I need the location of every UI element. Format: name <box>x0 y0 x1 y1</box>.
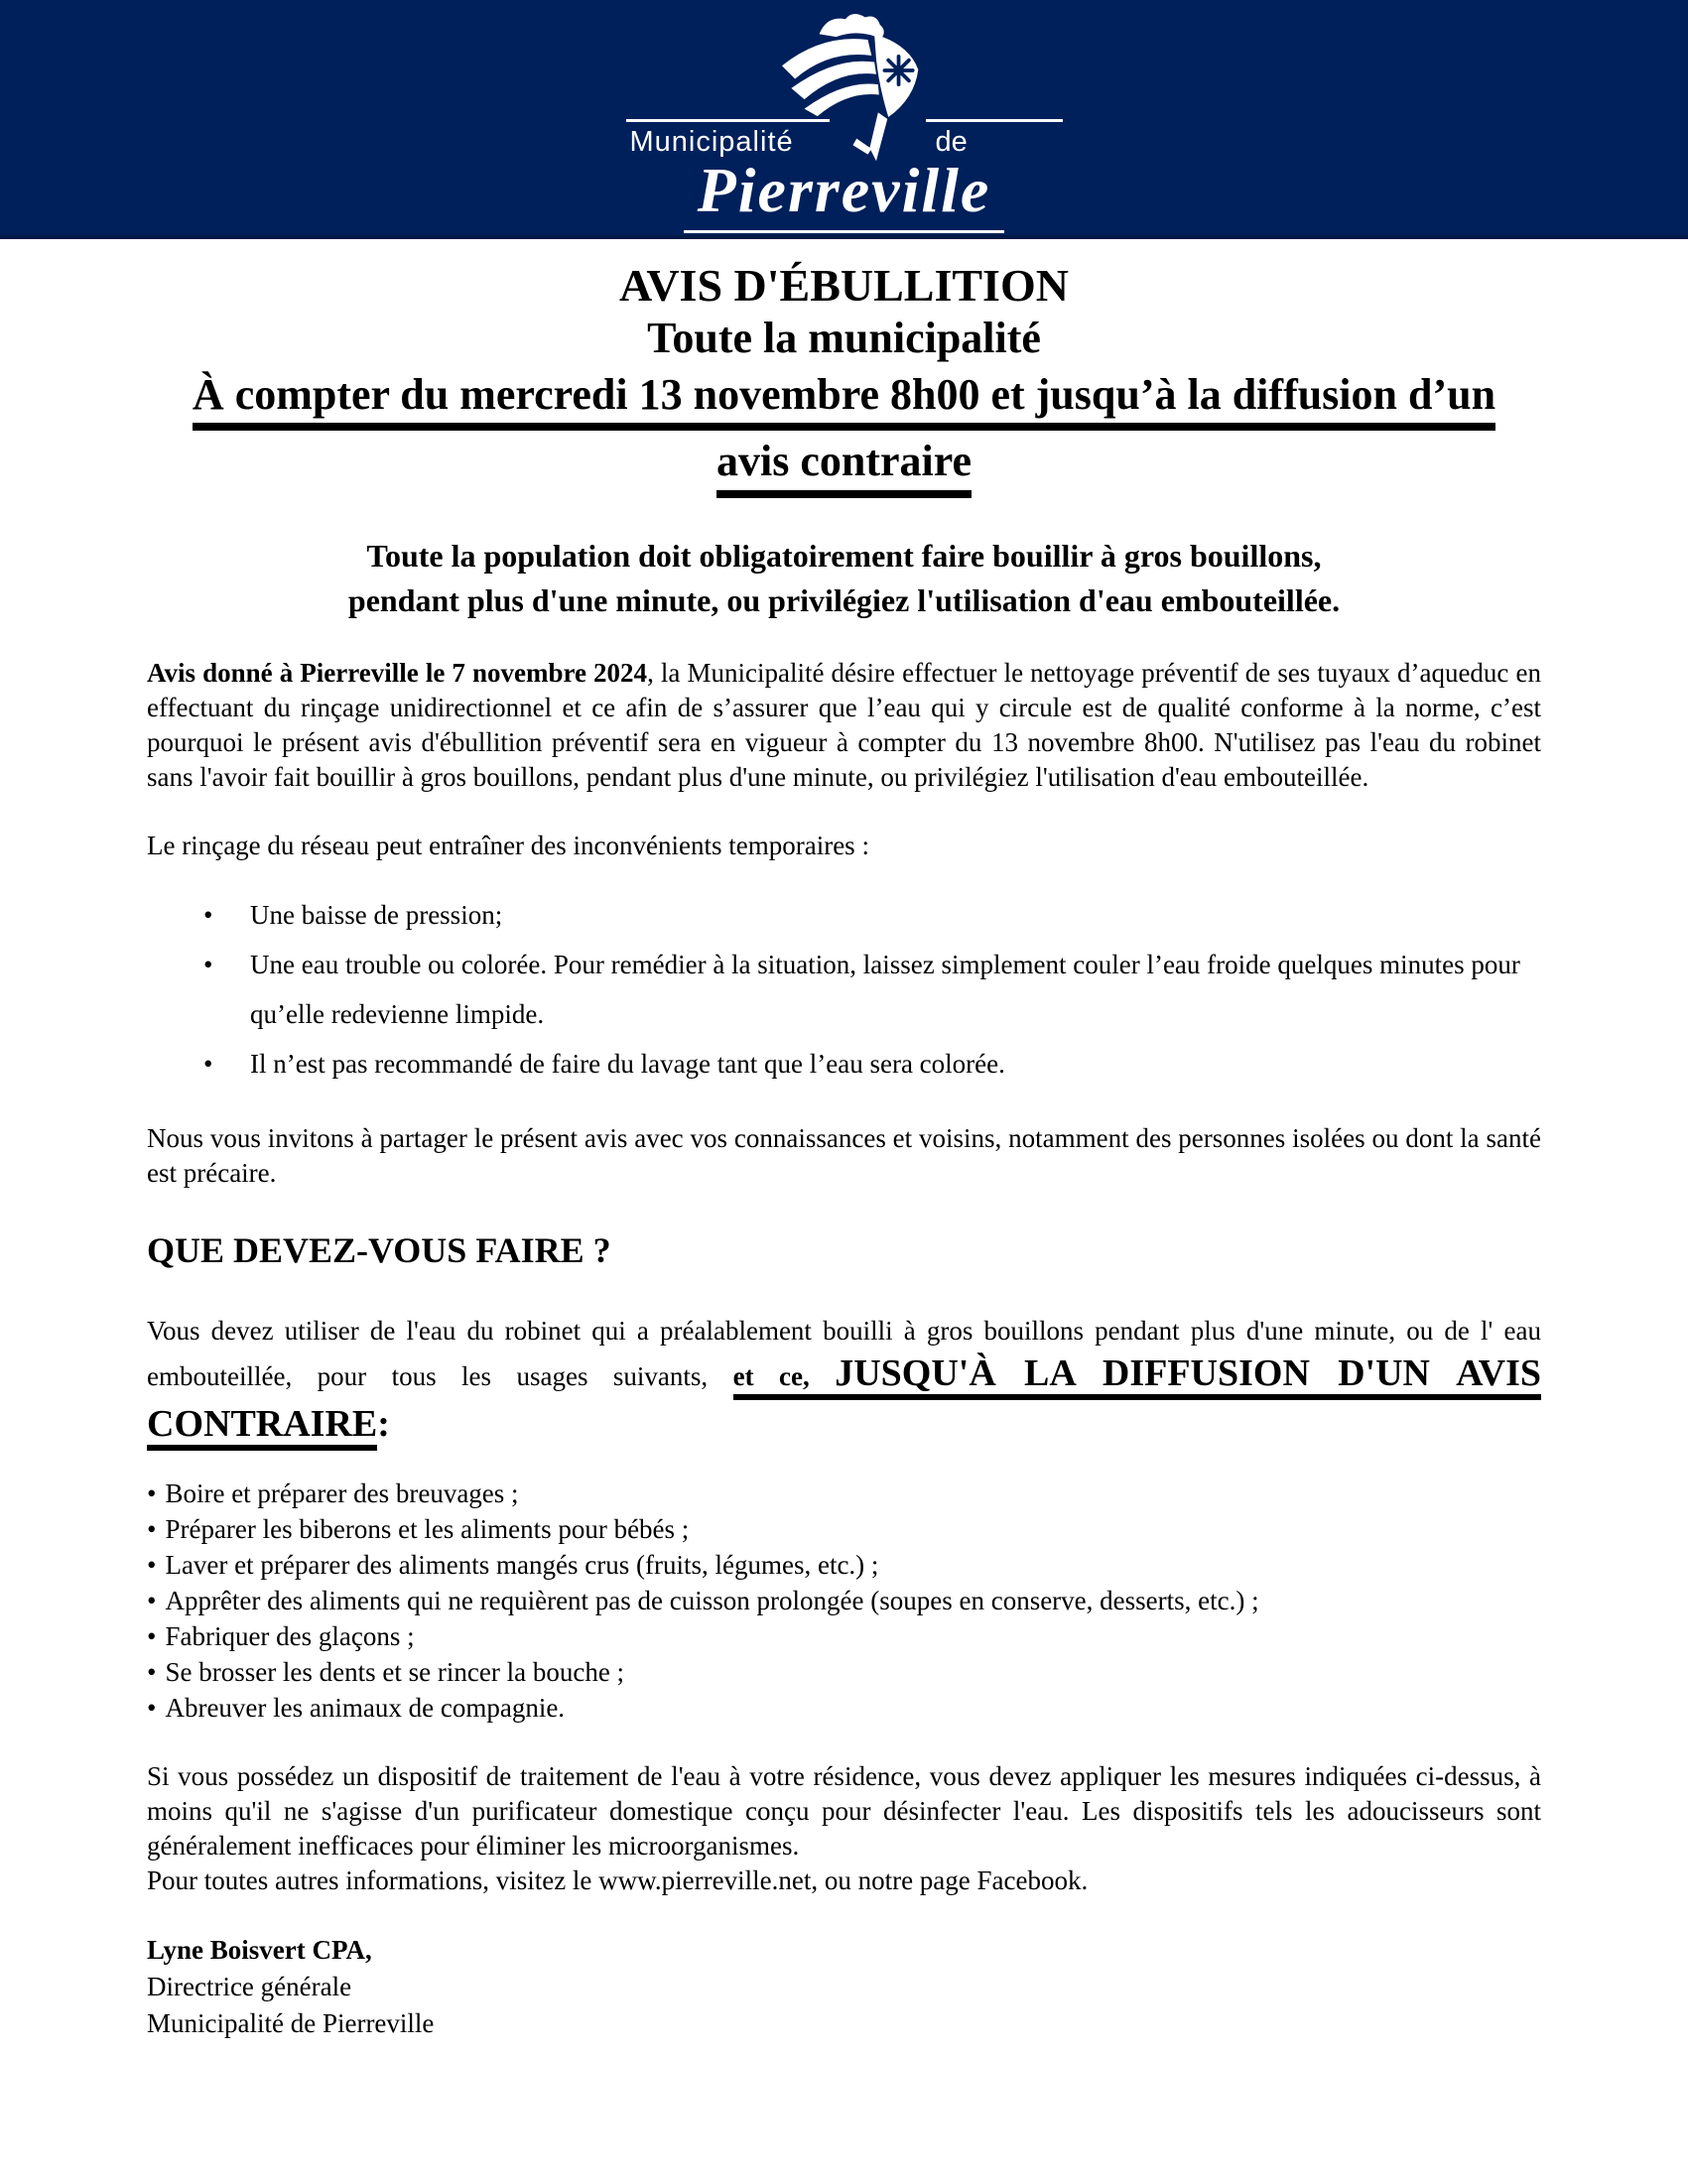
inconveniences-intro: Le rinçage du réseau peut entraîner des inconvénients temporaires : <box>147 830 869 860</box>
logo-pierreville-text: Pierreville <box>684 159 1005 233</box>
lead-line: pendant plus d'une minute, ou privilégiez l'utilisation d'eau embouteillée. <box>347 581 1341 618</box>
list-item <box>147 1583 1541 1618</box>
signature-name: Lyne Boisvert CPA, <box>147 1934 372 1965</box>
list-item <box>147 940 1541 1039</box>
list-item-text: Laver et préparer des aliments mangés crus (fruits, légumes, etc.) ; <box>165 1549 879 1580</box>
notice-body <box>0 259 1688 2042</box>
list-item <box>147 1618 1541 1654</box>
notice-period-line-2: avis contraire <box>147 431 1541 497</box>
bullet-icon: • <box>147 1656 157 1687</box>
bullet-icon: • <box>203 949 213 979</box>
list-item-text: Une baisse de pression; <box>250 899 503 930</box>
logo-de-text: de <box>935 126 968 158</box>
intro-date-bold: Avis donné à Pierreville le 7 novembre 2024 <box>147 657 648 688</box>
header-band <box>0 0 1688 239</box>
bullet-icon: • <box>203 899 213 930</box>
usage-emphasis-big: JUSQU'À LA DIFFUSION D'UN AVIS CONTRAIRE <box>147 1352 1541 1445</box>
bullet-icon: • <box>147 1549 157 1580</box>
list-item <box>147 1547 1541 1583</box>
share-paragraph: Nous vous invitons à partager le présent avis avec vos connaissances et voisins, notamment des personnes isolées ou dont la santé est précaire. <box>147 1122 1541 1188</box>
water-device-paragraph: Si vous possédez un dispositif de traitement de l'eau à votre résidence, vous devez appliquer les mesures indiquées ci-dessus, à moins qu'il ne s'agisse d'un purificateur domestique conçu pour désinfecter l'eau. Les dispositifs tels les adoucisseurs sont généralement inefficaces pour éliminer les microorganismes. <box>147 1760 1541 1861</box>
bullet-icon: • <box>147 1513 157 1544</box>
list-item <box>147 890 1541 940</box>
intro-rest: , la Municipalité désire effectuer le nettoyage préventif de ses tuyaux d’aqueduc en effectuant du rinçage unidirectionnel et ce afin de s’assurer que l’eau qui y circule est de qualité conforme à la norme, c’est pourquoi le présent avis d'ébullition préventif sera en vigueur à compter du 13 novembre 8h00. N'utilisez pas l'eau du robinet sans l'avoir fait bouillir à gros bouillons, pendant plus d'une minute, ou privilégiez l'utilisation d'eau embouteillée. <box>147 657 1541 792</box>
list-item-text: Fabriquer des glaçons ; <box>165 1620 415 1651</box>
usages-list <box>147 1476 1541 1726</box>
list-item-text: Préparer les biberons et les aliments pour bébés ; <box>165 1513 690 1544</box>
list-item-text: Abreuver les animaux de compagnie. <box>165 1692 566 1723</box>
list-item <box>147 1476 1541 1511</box>
signature-block <box>147 1932 1541 2042</box>
bullet-icon: • <box>147 1692 157 1723</box>
list-item <box>147 1511 1541 1547</box>
list-item <box>147 1654 1541 1690</box>
list-item-text: Se brosser les dents et se rincer la bouche ; <box>165 1656 625 1687</box>
logo-rule-left <box>626 119 830 122</box>
lead-line: Toute la population doit obligatoirement faire bouillir à gros bouillons, <box>366 537 1322 574</box>
logo-rule-right <box>926 119 1063 122</box>
bullet-icon: • <box>203 1048 213 1079</box>
more-info-line: Pour toutes autres informations, visitez le www.pierreville.net, ou notre page Facebook. <box>147 1864 1089 1895</box>
notice-title: AVIS D'ÉBULLITION <box>619 260 1069 311</box>
usage-emphasis-etce: et ce, <box>732 1361 836 1392</box>
lead-message <box>147 534 1541 623</box>
usage-intro-start: Vous devez utiliser de l'eau du robinet qui a préalablement bouilli à gros bouillons pendant plus d'une minute, ou de l' eau embouteillée, pour tous les usages suivants, <box>147 1315 1541 1392</box>
list-item-text: Il n’est pas recommandé de faire du lavage tant que l’eau sera colorée. <box>250 1048 1005 1079</box>
list-item <box>147 1690 1541 1726</box>
signature-title: Directrice générale <box>147 1971 352 2001</box>
intro-paragraph <box>147 656 1541 795</box>
list-item-text: Boire et préparer des breuvages ; <box>165 1477 519 1508</box>
bullet-icon: • <box>147 1477 157 1508</box>
usage-intro-paragraph <box>147 1314 1541 1449</box>
list-item <box>147 1039 1541 1089</box>
usage-emphasis-colon: : <box>377 1402 390 1445</box>
inconveniences-list <box>147 890 1541 1089</box>
bullet-icon: • <box>147 1620 157 1651</box>
signature-org: Municipalité de Pierreville <box>147 2007 435 2038</box>
bullet-icon: • <box>147 1585 157 1615</box>
list-item-text: Apprêter des aliments qui ne requièrent pas de cuisson prolongée (soupes en conserve, desserts, etc.) ; <box>165 1585 1259 1615</box>
section-heading-what-to-do: QUE DEVEZ-VOUS FAIRE ? <box>147 1229 611 1270</box>
notice-scope: Toute la municipalité <box>647 314 1041 362</box>
logo-municipality-row <box>626 119 1063 157</box>
notice-period-line-1: À compter du mercredi 13 novembre 8h00 et jusqu’à la diffusion d’un <box>147 364 1541 431</box>
pierreville-logo <box>586 8 1103 235</box>
logo-municipalite-text: Municipalité <box>629 126 794 158</box>
list-item-text: Une eau trouble ou colorée. Pour remédier à la situation, laissez simplement couler l’eau froide quelques minutes pour qu’elle redevienne limpide. <box>250 949 1520 1029</box>
